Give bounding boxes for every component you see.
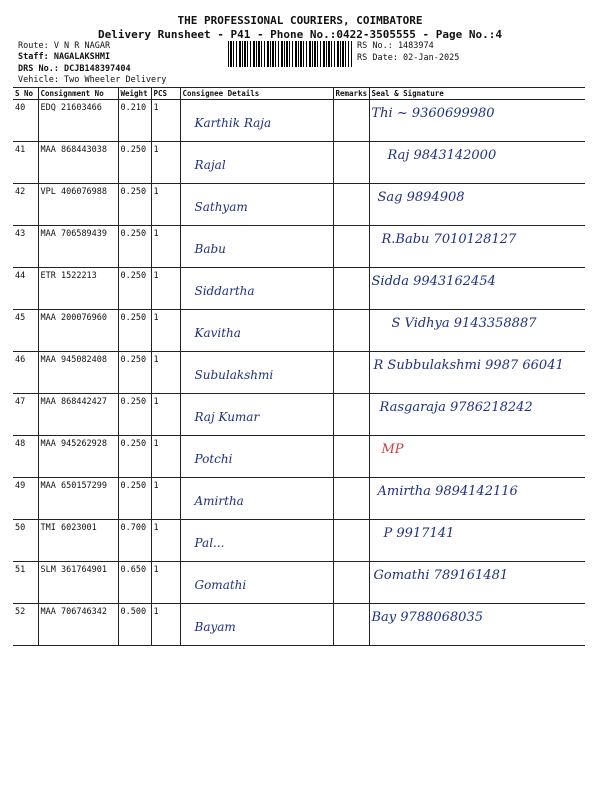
consignment-cell: MAA 868442427	[38, 394, 118, 436]
consignee-handwriting: Rajal	[194, 158, 226, 172]
consignment-cell: SLM 361764901	[38, 562, 118, 604]
remarks-cell	[333, 562, 369, 604]
consignee-handwriting: Bayam	[194, 620, 236, 634]
remarks-cell	[333, 226, 369, 268]
consignee-cell	[180, 184, 333, 226]
runsheet-table	[13, 87, 585, 646]
pcs-cell: 1	[151, 184, 180, 226]
weight-cell: 0.210	[118, 100, 151, 142]
weight-cell: 0.250	[118, 436, 151, 478]
consignee-handwriting: Gomathi	[194, 578, 247, 592]
table-row	[13, 604, 585, 646]
weight-cell: 0.250	[118, 394, 151, 436]
signature-cell	[369, 100, 585, 142]
pcs-cell: 1	[151, 100, 180, 142]
remarks-cell	[333, 520, 369, 562]
pcs-cell: 1	[151, 604, 180, 646]
consignee-cell	[180, 226, 333, 268]
consignment-cell: EDQ 21603466	[38, 100, 118, 142]
signature-cell	[369, 184, 585, 226]
consignee-cell	[180, 562, 333, 604]
weight-cell: 0.250	[118, 352, 151, 394]
weight-cell: 0.500	[118, 604, 151, 646]
consignee-handwriting: Amirtha	[194, 494, 244, 508]
sno-cell: 50	[13, 520, 38, 562]
signature-cell	[369, 268, 585, 310]
consignee-cell	[180, 310, 333, 352]
consignment-cell: VPL 406076988	[38, 184, 118, 226]
sno-cell: 46	[13, 352, 38, 394]
weight-cell: 0.700	[118, 520, 151, 562]
table-row	[13, 142, 585, 184]
consignment-cell: ETR 1522213	[38, 268, 118, 310]
signature-handwriting: Thi ~ 9360699980	[371, 106, 495, 121]
remarks-cell	[333, 478, 369, 520]
consignee-handwriting: Kavitha	[194, 326, 241, 340]
consignment-cell: MAA 945082408	[38, 352, 118, 394]
table-row	[13, 520, 585, 562]
consignee-cell	[180, 478, 333, 520]
weight-cell: 0.250	[118, 142, 151, 184]
sno-cell: 40	[13, 100, 38, 142]
remarks-cell	[333, 394, 369, 436]
signature-cell	[369, 436, 585, 478]
signature-cell	[369, 562, 585, 604]
pcs-cell: 1	[151, 394, 180, 436]
table-row	[13, 436, 585, 478]
vehicle-label: Vehicle: Two Wheeler Delivery	[18, 75, 167, 85]
table-row	[13, 268, 585, 310]
signature-handwriting: S Vidhya 9143358887	[391, 316, 537, 331]
table-row	[13, 100, 585, 142]
consignee-handwriting: Raj Kumar	[194, 410, 260, 424]
remarks-cell	[333, 142, 369, 184]
remarks-cell	[333, 268, 369, 310]
col-header-signature: Seal & Signature	[369, 88, 585, 100]
consignment-cell: MAA 945262928	[38, 436, 118, 478]
weight-cell: 0.250	[118, 184, 151, 226]
consignee-cell	[180, 100, 333, 142]
pcs-cell: 1	[151, 142, 180, 184]
consignment-cell: MAA 868443038	[38, 142, 118, 184]
rs-no-label: RS No.: 1483974	[357, 41, 434, 51]
signature-cell	[369, 520, 585, 562]
signature-handwriting: Gomathi 789161481	[373, 568, 509, 583]
sno-cell: 51	[13, 562, 38, 604]
company-title: THE PROFESSIONAL COURIERS, COIMBATORE	[177, 14, 423, 27]
sno-cell: 49	[13, 478, 38, 520]
sno-cell: 47	[13, 394, 38, 436]
consignment-cell: MAA 706589439	[38, 226, 118, 268]
signature-handwriting: Rasgaraja 9786218242	[379, 400, 533, 415]
signature-handwriting: MP	[381, 442, 404, 457]
signature-cell	[369, 142, 585, 184]
pcs-cell: 1	[151, 226, 180, 268]
signature-cell	[369, 604, 585, 646]
remarks-cell	[333, 184, 369, 226]
col-header-weight: Weight	[118, 88, 151, 100]
consignment-cell: MAA 650157299	[38, 478, 118, 520]
route-label: Route: V N R NAGAR	[18, 41, 111, 51]
consignment-cell: MAA 200076960	[38, 310, 118, 352]
table-row	[13, 184, 585, 226]
signature-handwriting: Raj 9843142000	[387, 148, 497, 163]
signature-handwriting: Bay 9788068035	[371, 610, 483, 625]
consignee-handwriting: Karthik Raja	[194, 116, 272, 130]
weight-cell: 0.250	[118, 268, 151, 310]
signature-handwriting: R Subbulakshmi 9987 66041	[373, 358, 564, 373]
consignee-handwriting: Babu	[194, 242, 226, 256]
barcode-image	[228, 41, 352, 67]
consignee-handwriting: Subulakshmi	[194, 368, 274, 382]
signature-cell	[369, 352, 585, 394]
pcs-cell: 1	[151, 478, 180, 520]
col-header-consignee: Consignee Details	[180, 88, 333, 100]
weight-cell: 0.650	[118, 562, 151, 604]
col-header-sno: S No	[13, 88, 38, 100]
consignee-cell	[180, 352, 333, 394]
sno-cell: 44	[13, 268, 38, 310]
remarks-cell	[333, 352, 369, 394]
sno-cell: 48	[13, 436, 38, 478]
signature-handwriting: R.Babu 7010128127	[381, 232, 517, 247]
pcs-cell: 1	[151, 562, 180, 604]
consignee-cell	[180, 268, 333, 310]
rs-date-label: RS Date: 02-Jan-2025	[357, 53, 460, 63]
remarks-cell	[333, 100, 369, 142]
table-row	[13, 562, 585, 604]
runsheet-subtitle: Delivery Runsheet - P41 - Phone No.:0422-3505555 - Page No.:4	[98, 28, 502, 41]
consignee-cell	[180, 520, 333, 562]
signature-cell	[369, 394, 585, 436]
remarks-cell	[333, 436, 369, 478]
table-row	[13, 394, 585, 436]
weight-cell: 0.250	[118, 310, 151, 352]
consignee-handwriting: Siddartha	[194, 284, 255, 298]
col-header-remarks: Remarks	[333, 88, 369, 100]
table-row	[13, 226, 585, 268]
sno-cell: 42	[13, 184, 38, 226]
signature-handwriting: Sag 9894908	[377, 190, 465, 205]
signature-handwriting: Sidda 9943162454	[371, 274, 496, 289]
consignee-handwriting: Potchi	[194, 452, 233, 466]
consignee-handwriting: Sathyam	[194, 200, 248, 214]
table-row	[13, 478, 585, 520]
sno-cell: 43	[13, 226, 38, 268]
table-row	[13, 352, 585, 394]
sno-cell: 52	[13, 604, 38, 646]
table-row	[13, 310, 585, 352]
pcs-cell: 1	[151, 436, 180, 478]
pcs-cell: 1	[151, 352, 180, 394]
col-header-pcs: PCS	[151, 88, 180, 100]
table-header-row	[13, 88, 585, 100]
sno-cell: 41	[13, 142, 38, 184]
weight-cell: 0.250	[118, 226, 151, 268]
remarks-cell	[333, 604, 369, 646]
pcs-cell: 1	[151, 520, 180, 562]
remarks-cell	[333, 310, 369, 352]
signature-cell	[369, 226, 585, 268]
pcs-cell: 1	[151, 268, 180, 310]
staff-label: Staff: NAGALAKSHMI	[18, 52, 111, 62]
consignee-handwriting: Pal...	[194, 536, 225, 550]
signature-handwriting: P 9917141	[383, 526, 455, 541]
weight-cell: 0.250	[118, 478, 151, 520]
consignee-cell	[180, 604, 333, 646]
signature-handwriting: Amirtha 9894142116	[377, 484, 518, 499]
consignment-cell: TMI 6023001	[38, 520, 118, 562]
consignment-cell: MAA 706746342	[38, 604, 118, 646]
signature-cell	[369, 310, 585, 352]
drs-label: DRS No.: DCJB148397404	[18, 64, 131, 74]
consignee-cell	[180, 436, 333, 478]
sno-cell: 45	[13, 310, 38, 352]
col-header-consignment: Consignment No	[38, 88, 118, 100]
consignee-cell	[180, 142, 333, 184]
pcs-cell: 1	[151, 310, 180, 352]
consignee-cell	[180, 394, 333, 436]
signature-cell	[369, 478, 585, 520]
